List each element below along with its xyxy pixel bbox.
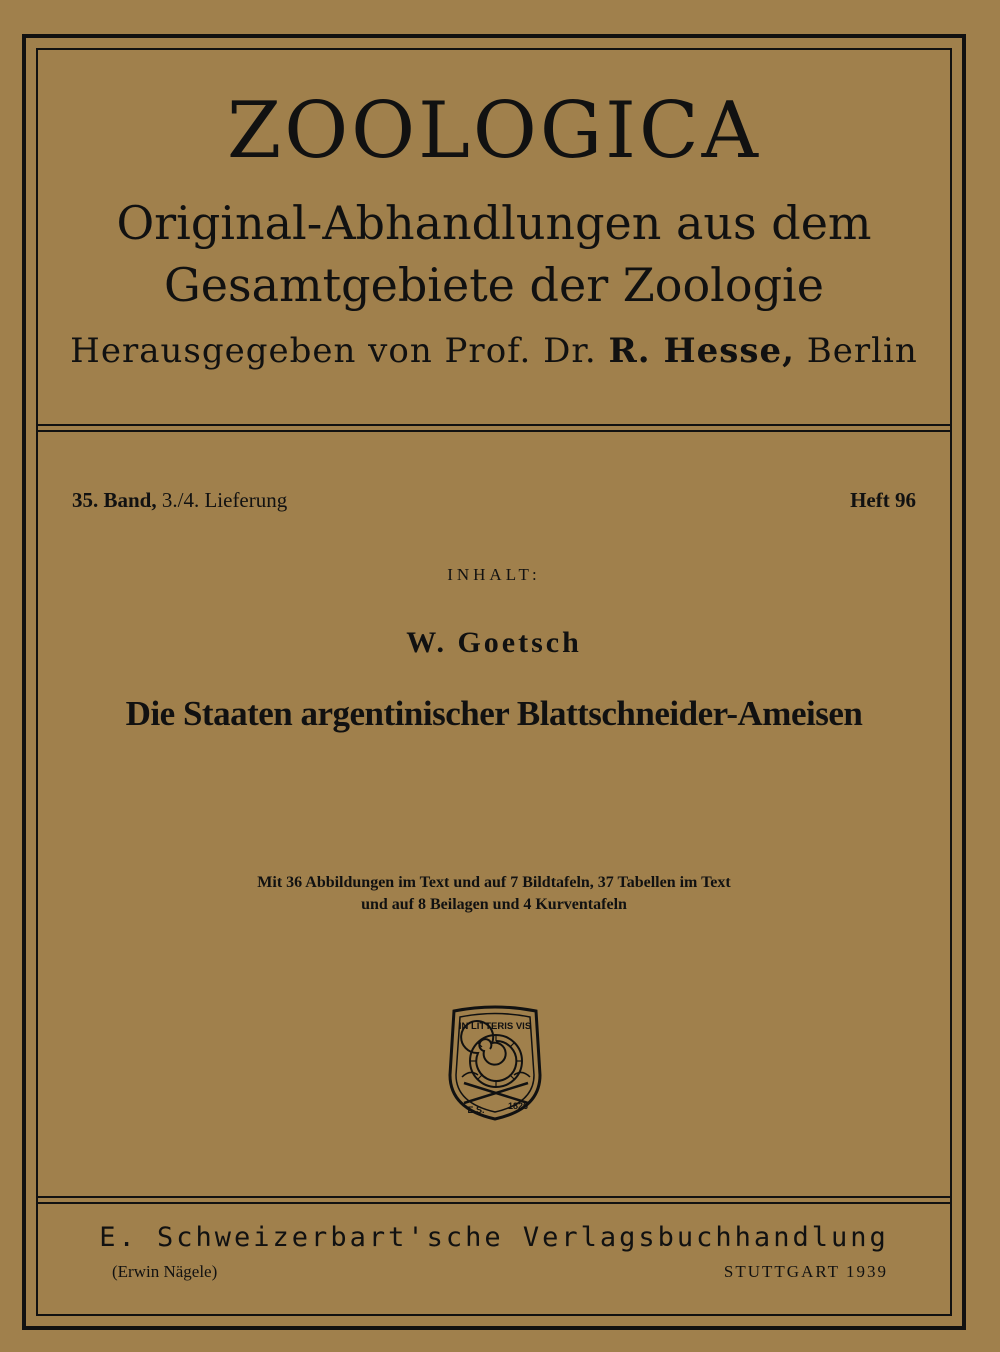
illustrations-line2: und auf 8 Beilagen und 4 Kurventafeln [361,896,627,913]
publisher-name: E. Schweizerbart'sche Verlagsbuchhandlung [99,1222,889,1253]
editor-name: R. Hesse, [608,331,795,371]
illustrations-note [36,872,952,916]
series-title: ZOOLOGICA [227,86,761,176]
editor-line [36,331,952,371]
author-name: W. Goetsch [406,626,582,659]
illustrations-line1: Mit 36 Abbildungen im Text und auf 7 Bildtafeln, 37 Tabellen im Text [257,874,731,891]
footer-divider [36,1196,952,1198]
publisher-owner: (Erwin Nägele) [112,1262,218,1281]
heft-number: Heft 96 [850,488,916,512]
seal-initials: E.S. [467,1105,485,1115]
editor-prefix: Herausgegeben von Prof. Dr. [70,331,597,371]
footer-divider-second [36,1202,952,1204]
place-year: STUTTGART 1939 [723,1262,888,1281]
publisher-seal-icon [440,1005,550,1123]
seal-motto: IN LITTERIS VIS [458,1021,532,1032]
contents-label: INHALT: [447,565,541,584]
work-title: Die Staaten argentinischer Blattschneider-Ameisen [125,694,863,733]
lieferung: 3./4. Lieferung [161,488,288,512]
editor-city: Berlin [806,331,918,371]
header-divider-second [36,430,952,432]
seal-year: 1826 [507,1101,529,1111]
series-subtitle-line2: Gesamtgebiete der Zoologie [164,258,824,312]
series-subtitle-line1: Original-Abhandlungen aus dem [116,196,872,250]
header-divider [36,424,952,426]
band-number: 35. Band, [72,488,157,512]
volume-info [72,488,287,513]
